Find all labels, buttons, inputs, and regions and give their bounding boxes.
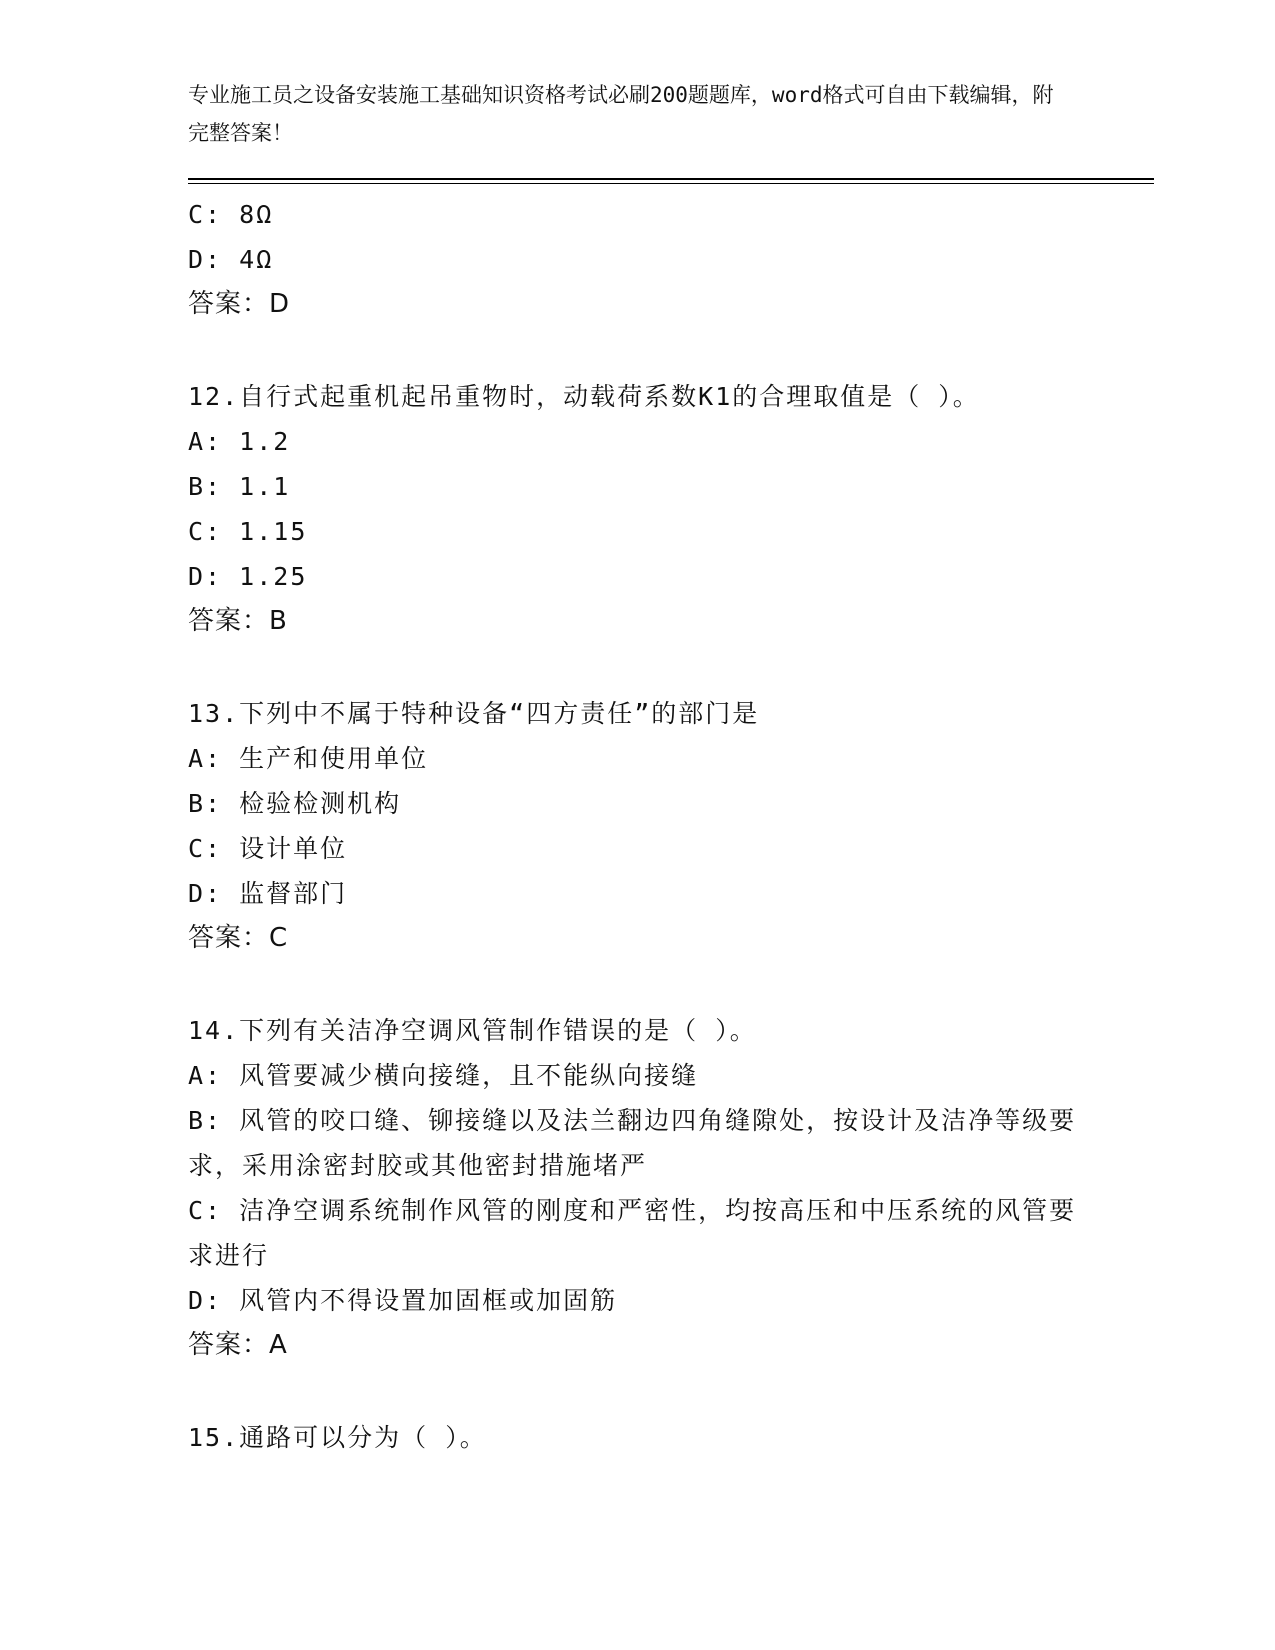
option-text: 风管内不得设置加固框或加固筋 <box>239 1286 618 1315</box>
option-d <box>188 1278 1088 1323</box>
option-letter: C: <box>188 517 223 546</box>
option-letter: D: <box>188 562 223 591</box>
option-text: 1.2 <box>239 427 291 456</box>
option-letter: B: <box>188 1106 223 1135</box>
question-stem: 12.自行式起重机起吊重物时，动载荷系数K1的合理取值是（ ）。 <box>188 382 980 411</box>
document-title: 专业施工员之设备安装施工基础知识资格考试必刷200题题库，word格式可自由下载编辑，附完整答案！ <box>188 83 1054 145</box>
answer-line: 答案：B <box>188 606 288 636</box>
question-14 <box>188 1008 1088 1368</box>
option-a <box>188 419 1088 464</box>
option-text: 风管的咬口缝、铆接缝以及法兰翻边四角缝隙处，按设计及洁净等级要求，采用涂密封胶或其他密封措施堵严 <box>188 1106 1077 1180</box>
option-letter: A: <box>188 1061 223 1090</box>
question-stem: 14.下列有关洁净空调风管制作错误的是（ ）。 <box>188 1016 757 1045</box>
option-c <box>188 192 1088 237</box>
question-13 <box>188 691 1088 961</box>
option-d <box>188 554 1088 599</box>
option-text: 设计单位 <box>239 834 348 863</box>
option-letter: C: <box>188 1196 223 1225</box>
option-text: 检验检测机构 <box>239 789 402 818</box>
option-text: 1.15 <box>239 517 308 546</box>
option-c <box>188 826 1088 871</box>
option-a <box>188 736 1088 781</box>
question-list <box>188 192 1088 1460</box>
answer-line: 答案：A <box>188 1330 288 1360</box>
option-c <box>188 1188 1088 1278</box>
option-letter: C: <box>188 834 223 863</box>
question-stem: 15.通路可以分为（ ）。 <box>188 1423 487 1452</box>
option-text: 生产和使用单位 <box>239 744 429 773</box>
answer-line: 答案：C <box>188 923 289 953</box>
question-stem: 13.下列中不属于特种设备“四方责任”的部门是 <box>188 699 760 728</box>
option-c <box>188 509 1088 554</box>
option-a <box>188 1053 1088 1098</box>
option-letter: D: <box>188 1286 223 1315</box>
option-text: 洁净空调系统制作风管的刚度和严密性，均按高压和中压系统的风管要求进行 <box>188 1196 1077 1270</box>
header-divider-thick <box>188 178 1154 180</box>
document-header <box>188 76 1068 152</box>
option-text: 4Ω <box>239 245 274 274</box>
option-b <box>188 781 1088 826</box>
option-text: 监督部门 <box>239 879 348 908</box>
option-letter: D: <box>188 879 223 908</box>
question-11-continued <box>188 192 1088 327</box>
option-letter: C: <box>188 200 223 229</box>
option-text: 8Ω <box>239 200 274 229</box>
option-d <box>188 237 1088 282</box>
question-15 <box>188 1415 1088 1460</box>
option-letter: A: <box>188 744 223 773</box>
header-divider-thin <box>188 183 1154 184</box>
option-letter: B: <box>188 789 223 818</box>
option-letter: B: <box>188 472 223 501</box>
option-b <box>188 464 1088 509</box>
option-text: 风管要减少横向接缝，且不能纵向接缝 <box>239 1061 699 1090</box>
option-letter: D: <box>188 245 223 274</box>
option-text: 1.1 <box>239 472 291 501</box>
option-text: 1.25 <box>239 562 308 591</box>
answer-line: 答案：D <box>188 289 291 319</box>
question-12 <box>188 374 1088 644</box>
option-d <box>188 871 1088 916</box>
option-letter: A: <box>188 427 223 456</box>
option-b <box>188 1098 1088 1188</box>
